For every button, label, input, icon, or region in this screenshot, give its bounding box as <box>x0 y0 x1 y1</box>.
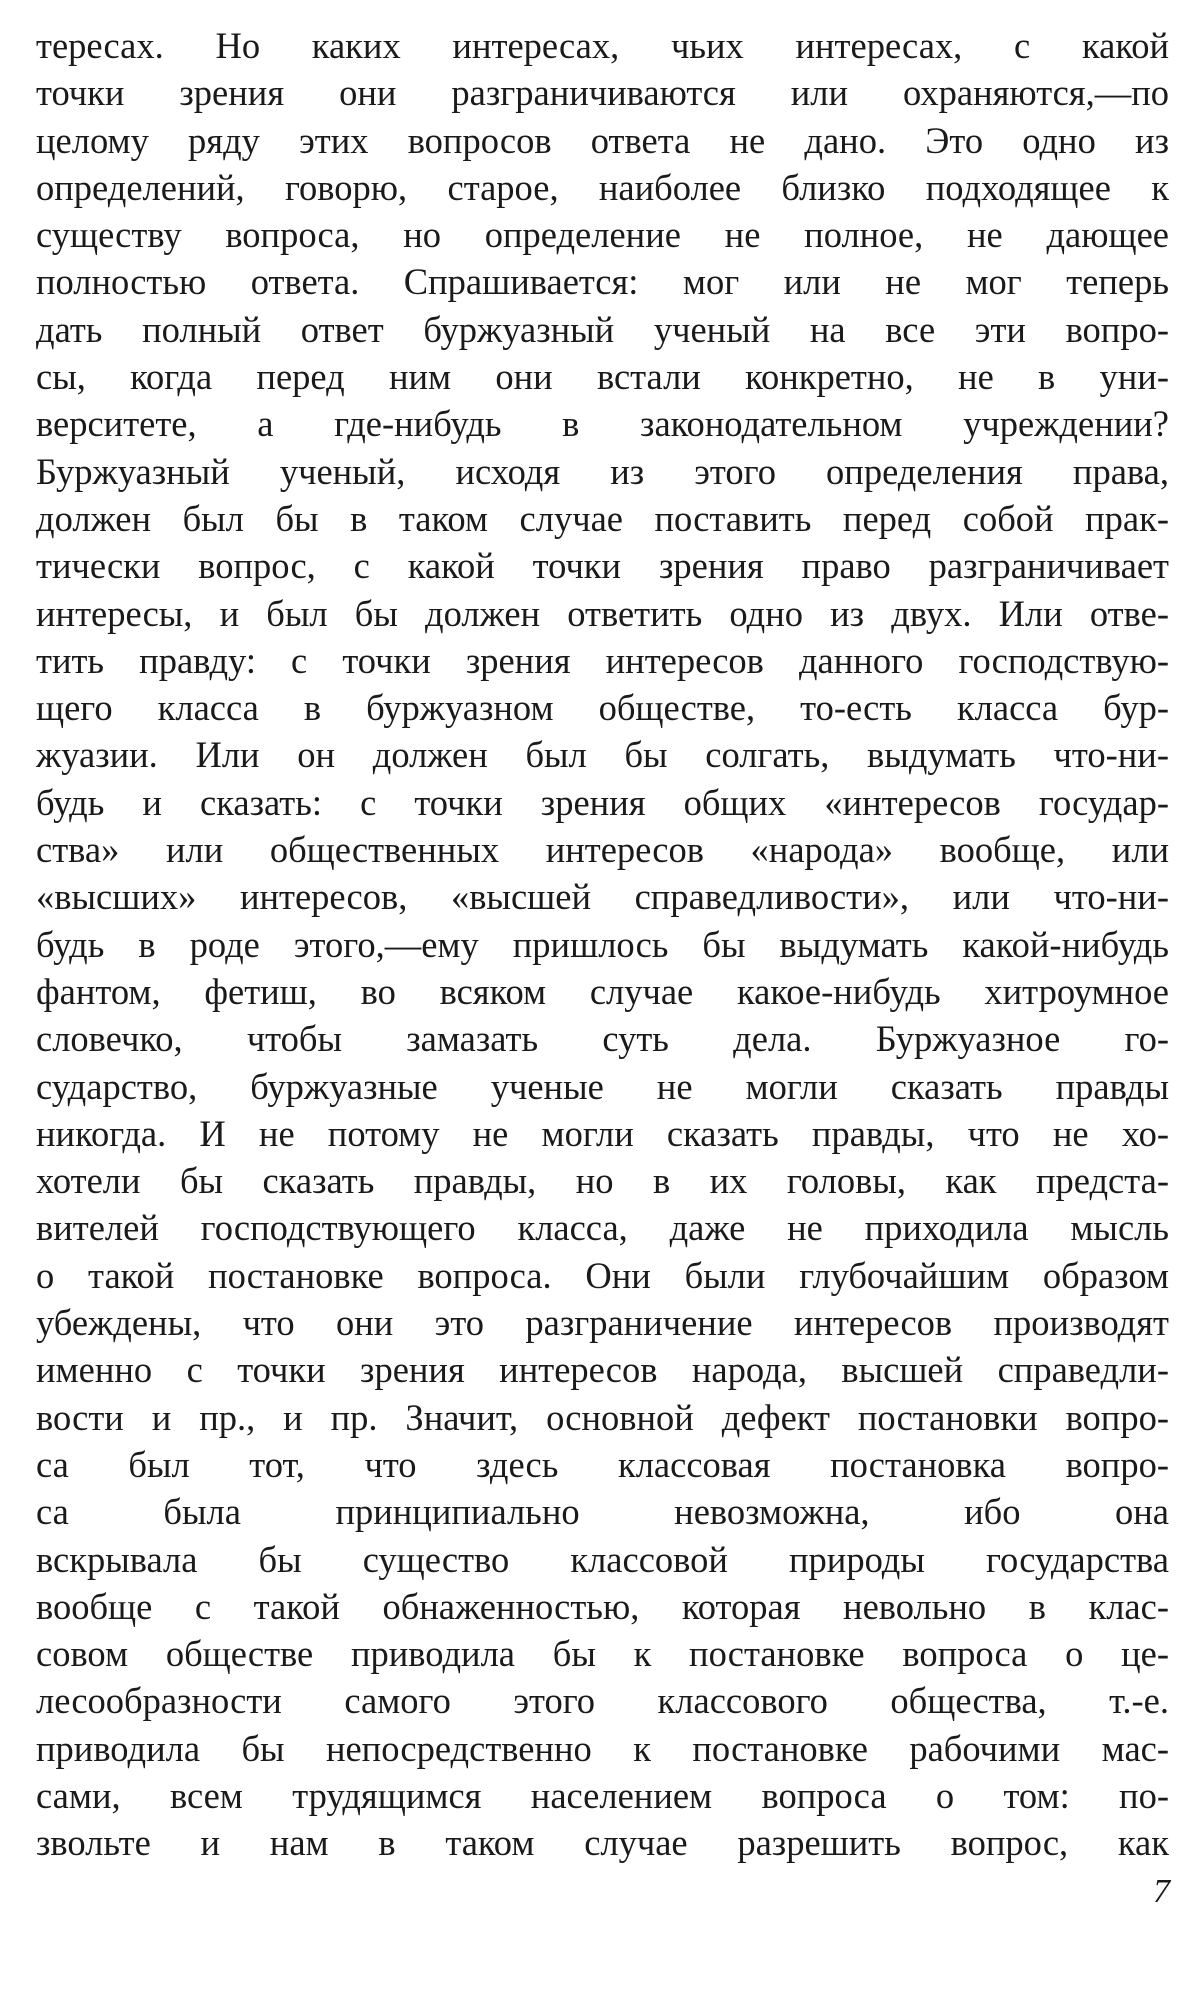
text-line: никогда. И не потому не могли сказать правды, что не хо- <box>36 1112 1169 1154</box>
page-number: 7 <box>1153 1873 1170 1910</box>
text-line: жуазии. Или он должен был бы солгать, выдумать что-ни- <box>36 734 1169 776</box>
text-line: будь и сказать: с точки зрения общих «интересов государ- <box>36 781 1169 823</box>
text-line: тически вопрос, с какой точки зрения право разграничивает <box>36 545 1169 587</box>
text-line: совом обществе приводила бы к постановке вопроса о це- <box>36 1633 1169 1675</box>
text-line: дать полный ответ буржуазный ученый на все эти вопро- <box>36 308 1169 350</box>
text-line: целому ряду этих вопросов ответа не дано. Это одно из <box>36 119 1169 161</box>
text-line: существу вопроса, но определение не полное, не дающее <box>36 214 1169 256</box>
text-line: убеждены, что они это разграничение интересов производят <box>36 1302 1169 1344</box>
body-text <box>36 22 1169 1867</box>
text-line: вости и пр., и пр. Значит, основной дефект постановки вопро- <box>36 1396 1169 1438</box>
text-line: вителей господствующего класса, даже не приходила мысль <box>36 1207 1169 1249</box>
text-line: сударство, буржуазные ученые не могли сказать правды <box>36 1065 1169 1107</box>
text-line: словечко, чтобы замазать суть дела. Буржуазное го- <box>36 1018 1169 1060</box>
text-line: точки зрения они разграничиваются или охраняются,—по <box>36 72 1169 114</box>
text-line: интересы, и был бы должен ответить одно из двух. Или отве- <box>36 592 1169 634</box>
text-line: хотели бы сказать правды, но в их головы, как предста- <box>36 1160 1169 1202</box>
text-line: приводила бы непосредственно к постановке рабочими мас- <box>36 1727 1169 1769</box>
text-line: тить правду: с точки зрения интересов данного господствую- <box>36 639 1169 681</box>
text-line: определений, говорю, старое, наиболее близко подходящее к <box>36 166 1169 208</box>
text-line: щего класса в буржуазном обществе, то-есть класса бур- <box>36 687 1169 729</box>
text-line: фантом, фетиш, во всяком случае какое-нибудь хитроумное <box>36 970 1169 1012</box>
text-line: са был тот, что здесь классовая постановка вопро- <box>36 1443 1169 1485</box>
text-line: тересах. Но каких интересах, чьих интересах, с какой <box>36 25 1169 66</box>
text-line: верситете, а где-нибудь в законодательном учреждении? <box>36 403 1169 445</box>
text-line: именно с точки зрения интересов народа, высшей справедли- <box>36 1349 1169 1391</box>
text-line: лесообразности самого этого классового общества, т.-е. <box>36 1680 1169 1722</box>
text-line: вскрывала бы существо классовой природы государства <box>36 1538 1169 1580</box>
text-line: ства» или общественных интересов «народа» вообще, или <box>36 829 1169 871</box>
text-line: сы, когда перед ним они встали конкретно, не в уни- <box>36 356 1169 398</box>
text-line: сами, всем трудящимся населением вопроса о том: по- <box>36 1774 1169 1816</box>
text-line: «высших» интересов, «высшей справедливости», или что-ни- <box>36 876 1169 918</box>
text-line: вообще с такой обнаженностью, которая невольно в клас- <box>36 1585 1169 1627</box>
text-line: будь в роде этого,—ему пришлось бы выдумать какой-нибудь <box>36 923 1169 965</box>
text-line: са была принципиально невозможна, ибо она <box>36 1491 1169 1533</box>
text-line: о такой постановке вопроса. Они были глубочайшим образом <box>36 1254 1169 1296</box>
text-line: Буржуазный ученый, исходя из этого определения права, <box>36 450 1169 492</box>
text-line: звольте и нам в таком случае разрешить вопрос, как <box>36 1822 1169 1864</box>
text-line: должен был бы в таком случае поставить перед собой прак- <box>36 497 1169 539</box>
text-line: полностью ответа. Спрашивается: мог или не мог теперь <box>36 261 1169 303</box>
